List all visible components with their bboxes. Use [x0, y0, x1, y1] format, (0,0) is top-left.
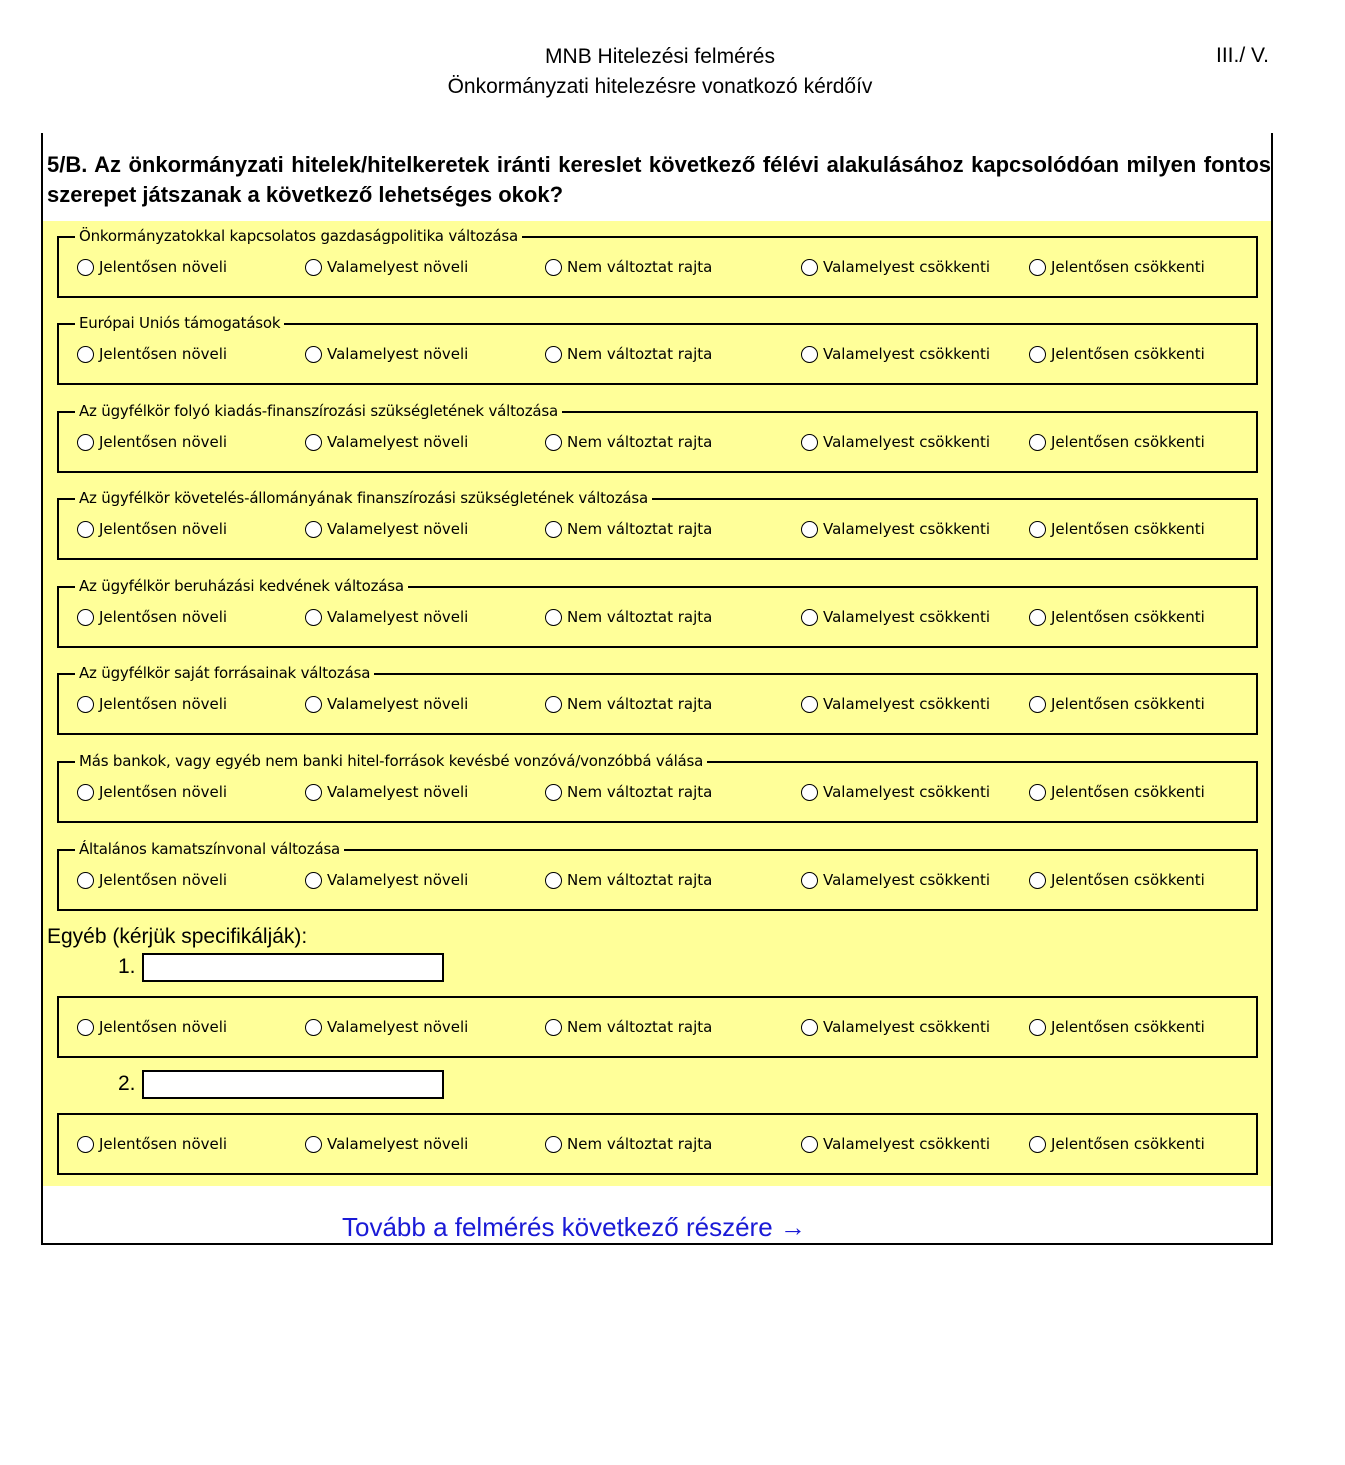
option-label: Valamelyest csökkenti [823, 1018, 991, 1036]
factor-group [57, 314, 1258, 385]
factor-4-option-3[interactable] [545, 520, 712, 538]
other-2-option-4[interactable] [801, 1135, 990, 1153]
factor-7-option-3[interactable] [545, 783, 712, 801]
option-label: Valamelyest csökkenti [823, 695, 991, 713]
option-label: Valamelyest növeli [327, 783, 469, 801]
factor-4-option-2[interactable] [305, 520, 468, 538]
option-label: Valamelyest növeli [327, 345, 469, 363]
factor-group-legend: Európai Uniós támogatások [75, 314, 284, 332]
option-label: Valamelyest csökkenti [823, 1135, 991, 1153]
other-label: Egyéb (kérjük specifikálják): [47, 925, 308, 948]
option-label: Valamelyest növeli [327, 433, 469, 451]
option-label: Valamelyest növeli [327, 1135, 469, 1153]
option-label: Nem változtat rajta [567, 695, 713, 713]
option-label: Jelentősen csökkenti [1051, 520, 1205, 538]
radio-button[interactable] [801, 872, 818, 889]
radio-button[interactable] [1029, 434, 1046, 451]
radio-button[interactable] [1029, 521, 1046, 538]
radio-button[interactable] [1029, 1136, 1046, 1153]
radio-button[interactable] [801, 259, 818, 276]
factor-group-legend: Az ügyfélkör beruházási kedvének változása [75, 577, 408, 595]
option-label: Jelentősen csökkenti [1051, 695, 1205, 713]
option-label: Nem változtat rajta [567, 871, 713, 889]
option-label: Nem változtat rajta [567, 258, 713, 276]
factor-3-option-2[interactable] [305, 433, 468, 451]
option-label: Jelentősen csökkenti [1051, 433, 1205, 451]
factor-1-option-3[interactable] [545, 258, 712, 276]
option-label: Valamelyest csökkenti [823, 608, 991, 626]
radio-button[interactable] [801, 696, 818, 713]
factor-1-option-4[interactable] [801, 258, 990, 276]
other-1-option-5[interactable] [1029, 1018, 1205, 1036]
radio-button[interactable] [545, 259, 562, 276]
option-label: Jelentősen növeli [99, 871, 228, 889]
factor-5-option-1[interactable] [77, 608, 227, 626]
other-1-option-1[interactable] [77, 1018, 227, 1036]
option-label: Jelentősen csökkenti [1051, 1018, 1205, 1036]
factor-5-option-3[interactable] [545, 608, 712, 626]
factor-group [57, 577, 1258, 648]
factor-6-option-5[interactable] [1029, 695, 1205, 713]
other-item-1-group [57, 996, 1258, 1058]
factor-4-option-4[interactable] [801, 520, 990, 538]
radio-button[interactable] [545, 1019, 562, 1036]
factor-5-option-5[interactable] [1029, 608, 1205, 626]
radio-button[interactable] [305, 1019, 322, 1036]
radio-button[interactable] [305, 696, 322, 713]
other-1-option-2[interactable] [305, 1018, 468, 1036]
option-label: Jelentősen növeli [99, 695, 228, 713]
factor-2-option-3[interactable] [545, 345, 712, 363]
factor-8-option-5[interactable] [1029, 871, 1205, 889]
page-number: III./ V. [1216, 44, 1269, 67]
factor-group [57, 664, 1258, 735]
factor-5-option-2[interactable] [305, 608, 468, 626]
factor-3-option-3[interactable] [545, 433, 712, 451]
factor-7-option-5[interactable] [1029, 783, 1205, 801]
radio-button[interactable] [801, 346, 818, 363]
factor-3-option-4[interactable] [801, 433, 990, 451]
question-text: 5/B. Az önkormányzati hitelek/hitelkeretek iránti kereslet következő félévi alakulásához kapcsolódóan milyen fontos szerepet játszanak a következő lehetséges okok? [47, 152, 1271, 207]
option-label: Jelentősen növeli [99, 1018, 228, 1036]
other-2-option-3[interactable] [545, 1135, 712, 1153]
factor-6-option-2[interactable] [305, 695, 468, 713]
option-label: Jelentősen növeli [99, 1135, 228, 1153]
factor-group [57, 489, 1258, 560]
factor-4-option-5[interactable] [1029, 520, 1205, 538]
other-1-option-3[interactable] [545, 1018, 712, 1036]
radio-button[interactable] [77, 521, 94, 538]
other-item-2-group [57, 1113, 1258, 1175]
radio-button[interactable] [1029, 346, 1046, 363]
option-label: Nem változtat rajta [567, 345, 713, 363]
radio-button[interactable] [545, 434, 562, 451]
factor-8-option-1[interactable] [77, 871, 227, 889]
option-label: Valamelyest növeli [327, 695, 469, 713]
other-item-1-input[interactable] [142, 953, 444, 982]
radio-button[interactable] [77, 1019, 94, 1036]
radio-button[interactable] [1029, 784, 1046, 801]
option-label: Nem változtat rajta [567, 1135, 713, 1153]
radio-button[interactable] [77, 696, 94, 713]
option-label: Jelentősen csökkenti [1051, 608, 1205, 626]
option-label: Nem változtat rajta [567, 1018, 713, 1036]
factor-group-legend: Az ügyfélkör saját forrásainak változása [75, 664, 374, 682]
factor-8-option-3[interactable] [545, 871, 712, 889]
factor-2-option-1[interactable] [77, 345, 227, 363]
factor-3-option-1[interactable] [77, 433, 227, 451]
other-item-2-input[interactable] [142, 1070, 444, 1099]
radio-button[interactable] [801, 521, 818, 538]
factor-6-option-3[interactable] [545, 695, 712, 713]
radio-button[interactable] [545, 521, 562, 538]
other-2-option-1[interactable] [77, 1135, 227, 1153]
factor-5-option-4[interactable] [801, 608, 990, 626]
option-label: Valamelyest növeli [327, 258, 469, 276]
option-label: Valamelyest csökkenti [823, 783, 991, 801]
option-label: Jelentősen csökkenti [1051, 258, 1205, 276]
factor-1-option-2[interactable] [305, 258, 468, 276]
option-label: Valamelyest növeli [327, 1018, 469, 1036]
page-header [0, 42, 1320, 102]
factor-6-option-1[interactable] [77, 695, 227, 713]
radio-button[interactable] [801, 784, 818, 801]
factor-1-option-5[interactable] [1029, 258, 1205, 276]
factor-6-option-4[interactable] [801, 695, 990, 713]
survey-title: MNB Hitelezési felmérés [545, 45, 775, 68]
option-label: Valamelyest növeli [327, 871, 469, 889]
factor-group [57, 752, 1258, 823]
radio-button[interactable] [801, 609, 818, 626]
factor-2-option-2[interactable] [305, 345, 468, 363]
option-label: Valamelyest csökkenti [823, 433, 991, 451]
factor-group [57, 227, 1258, 298]
option-label: Jelentősen növeli [99, 345, 228, 363]
radio-button[interactable] [305, 346, 322, 363]
factor-7-option-1[interactable] [77, 783, 227, 801]
radio-button[interactable] [801, 1019, 818, 1036]
option-label: Valamelyest növeli [327, 520, 469, 538]
factor-group-legend: Általános kamatszínvonal változása [75, 840, 344, 858]
radio-button[interactable] [305, 1136, 322, 1153]
radio-button[interactable] [1029, 259, 1046, 276]
other-2-option-2[interactable] [305, 1135, 468, 1153]
factor-group [57, 840, 1258, 911]
radio-button[interactable] [77, 872, 94, 889]
radio-button[interactable] [801, 434, 818, 451]
option-label: Nem változtat rajta [567, 433, 713, 451]
factor-2-option-4[interactable] [801, 345, 990, 363]
option-label: Valamelyest csökkenti [823, 871, 991, 889]
radio-button[interactable] [1029, 1019, 1046, 1036]
radio-button[interactable] [545, 784, 562, 801]
radio-button[interactable] [305, 434, 322, 451]
option-label: Nem változtat rajta [567, 520, 713, 538]
option-label: Jelentősen növeli [99, 258, 228, 276]
other-2-option-5[interactable] [1029, 1135, 1205, 1153]
radio-button[interactable] [77, 346, 94, 363]
option-label: Valamelyest csökkenti [823, 258, 991, 276]
option-label: Jelentősen növeli [99, 520, 228, 538]
radio-button[interactable] [305, 521, 322, 538]
factor-group-legend: Más bankok, vagy egyéb nem banki hitel-források kevésbé vonzóvá/vonzóbbá válása [75, 752, 707, 770]
radio-button[interactable] [305, 872, 322, 889]
radio-button[interactable] [77, 784, 94, 801]
radio-button[interactable] [305, 259, 322, 276]
factor-group [57, 402, 1258, 473]
factor-3-option-5[interactable] [1029, 433, 1205, 451]
factor-group-legend: Önkormányzatokkal kapcsolatos gazdaságpolitika változása [75, 227, 522, 245]
factor-7-option-2[interactable] [305, 783, 468, 801]
option-label: Nem változtat rajta [567, 608, 713, 626]
radio-button[interactable] [801, 1136, 818, 1153]
option-label: Valamelyest növeli [327, 608, 469, 626]
factor-4-option-1[interactable] [77, 520, 227, 538]
factor-1-option-1[interactable] [77, 258, 227, 276]
continue-link[interactable]: Tovább a felmérés következő részére → [342, 1212, 806, 1242]
radio-button[interactable] [545, 346, 562, 363]
factor-group-legend: Az ügyfélkör követelés-állományának finanszírozási szükségletének változása [75, 489, 652, 507]
radio-button[interactable] [1029, 696, 1046, 713]
radio-button[interactable] [77, 434, 94, 451]
option-label: Nem változtat rajta [567, 783, 713, 801]
option-label: Jelentősen csökkenti [1051, 1135, 1205, 1153]
factor-2-option-5[interactable] [1029, 345, 1205, 363]
option-label: Jelentősen csökkenti [1051, 871, 1205, 889]
radio-button[interactable] [77, 1136, 94, 1153]
radio-button[interactable] [305, 784, 322, 801]
radio-button[interactable] [77, 609, 94, 626]
factor-8-option-4[interactable] [801, 871, 990, 889]
other-1-option-4[interactable] [801, 1018, 990, 1036]
option-label: Jelentősen növeli [99, 433, 228, 451]
option-label: Valamelyest csökkenti [823, 520, 991, 538]
option-label: Jelentősen növeli [99, 783, 228, 801]
radio-button[interactable] [1029, 872, 1046, 889]
survey-subtitle: Önkormányzati hitelezésre vonatkozó kérdőív [447, 75, 873, 98]
radio-button[interactable] [545, 696, 562, 713]
option-label: Jelentősen növeli [99, 608, 228, 626]
radio-button[interactable] [1029, 609, 1046, 626]
option-label: Jelentősen csökkenti [1051, 783, 1205, 801]
option-label: Jelentősen csökkenti [1051, 345, 1205, 363]
radio-button[interactable] [545, 872, 562, 889]
radio-button[interactable] [77, 259, 94, 276]
factor-7-option-4[interactable] [801, 783, 990, 801]
factor-8-option-2[interactable] [305, 871, 468, 889]
radio-button[interactable] [545, 1136, 562, 1153]
radio-button[interactable] [545, 609, 562, 626]
option-label: Valamelyest csökkenti [823, 345, 991, 363]
radio-button[interactable] [305, 609, 322, 626]
other-item-2-label: 2. [118, 1072, 136, 1095]
factor-group-legend: Az ügyfélkör folyó kiadás-finanszírozási szükségletének változása [75, 402, 562, 420]
other-item-1-label: 1. [118, 955, 136, 978]
